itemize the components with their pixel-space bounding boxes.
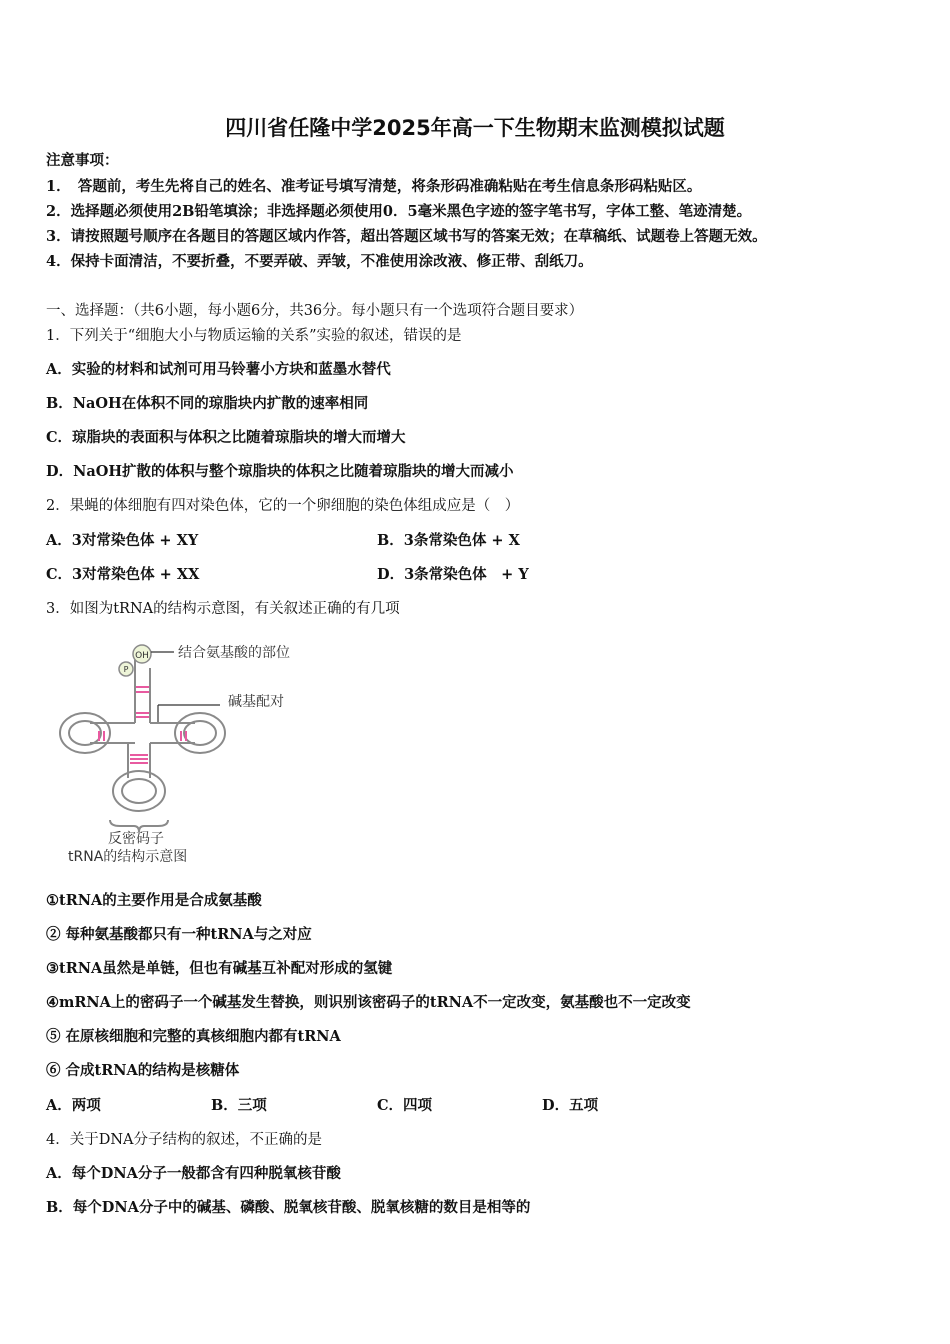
question-2-option-c: C．3对常染色体 + XX (46, 566, 200, 583)
notice-item: 4．保持卡面清洁，不要折叠，不要弄破、弄皱，不准使用涂改液、修正带、刮纸刀。 (46, 253, 593, 270)
question-3-stem: 3．如图为tRNA的结构示意图，有关叙述正确的有几项 (46, 601, 400, 617)
oh-label: OH (135, 651, 149, 661)
question-3-option-d: D．五项 (542, 1097, 599, 1114)
question-3-statement: ② 每种氨基酸都只有一种tRNA与之对应 (46, 926, 312, 943)
amino-acid-site-label: 结合氨基酸的部位 (178, 645, 290, 661)
anticodon-label: 反密码子 (108, 831, 164, 847)
question-3-statement: ③tRNA虽然是单链，但也有碱基互补配对形成的氢键 (46, 960, 393, 977)
trna-diagram (50, 638, 320, 868)
notice-item: 1． 答题前，考生先将自己的姓名、准考证号填写清楚，将条形码准确粘贴在考生信息条形码粘贴区。 (46, 178, 702, 195)
question-1-option-d: D．NaOH扩散的体积与整个琼脂块的体积之比随着琼脂块的增大而减小 (46, 463, 514, 480)
question-3-statement: ④mRNA上的密码子一个碱基发生替换，则识别该密码子的tRNA不一定改变，氨基酸也不一定改变 (46, 994, 691, 1011)
figure-caption: tRNA的结构示意图 (68, 849, 188, 865)
question-2-option-b: B．3条常染色体 + X (377, 532, 520, 549)
question-3-option-a: A．两项 (46, 1097, 101, 1114)
p-label: P (123, 665, 129, 674)
question-2-option-d: D．3条常染色体 + Y (377, 566, 529, 583)
question-1-stem: 1．下列关于“细胞大小与物质运输的关系”实验的叙述，错误的是 (46, 328, 462, 344)
question-4-option-b: B．每个DNA分子中的碱基、磷酸、脱氧核苷酸、脱氧核糖的数目是相等的 (46, 1199, 531, 1216)
notice-item: 2．选择题必须使用2B铅笔填涂；非选择题必须使用0．5毫米黑色字迹的签字笔书写，字体工整、笔迹清楚。 (46, 203, 752, 220)
question-3-option-b: B．三项 (211, 1097, 267, 1114)
question-4-option-a: A．每个DNA分子一般都含有四种脱氧核苷酸 (46, 1165, 341, 1182)
question-3-statement: ①tRNA的主要作用是合成氨基酸 (46, 892, 262, 909)
section-heading: 一、选择题：（共6小题，每小题6分，共36分。每小题只有一个选项符合题目要求） (46, 303, 584, 319)
question-1-option-c: C．琼脂块的表面积与体积之比随着琼脂块的增大而增大 (46, 429, 406, 446)
notice-item: 3．请按照题号顺序在各题目的答题区域内作答，超出答题区域书写的答案无效；在草稿纸、试题卷上答题无效。 (46, 228, 767, 245)
question-3-statement: ⑤ 在原核细胞和完整的真核细胞内都有tRNA (46, 1028, 341, 1045)
question-4-stem: 4．关于DNA分子结构的叙述，不正确的是 (46, 1132, 323, 1148)
question-3-option-c: C．四项 (377, 1097, 433, 1114)
question-2-option-a: A．3对常染色体 + XY (46, 532, 199, 549)
notice-heading: 注意事项： (46, 152, 119, 169)
question-2-stem: 2．果蝇的体细胞有四对染色体，它的一个卵细胞的染色体组成应是（ ） (46, 498, 520, 514)
base-pairing-label: 碱基配对 (228, 694, 284, 710)
question-1-option-b: B．NaOH在体积不同的琼脂块内扩散的速率相同 (46, 395, 369, 412)
question-1-option-a: A．实验的材料和试剂可用马铃薯小方块和蓝墨水替代 (46, 361, 391, 378)
page-title: 四川省任隆中学2025年高一下生物期末监测模拟试题 (225, 116, 725, 140)
question-3-statement: ⑥ 合成tRNA的结构是核糖体 (46, 1062, 240, 1079)
